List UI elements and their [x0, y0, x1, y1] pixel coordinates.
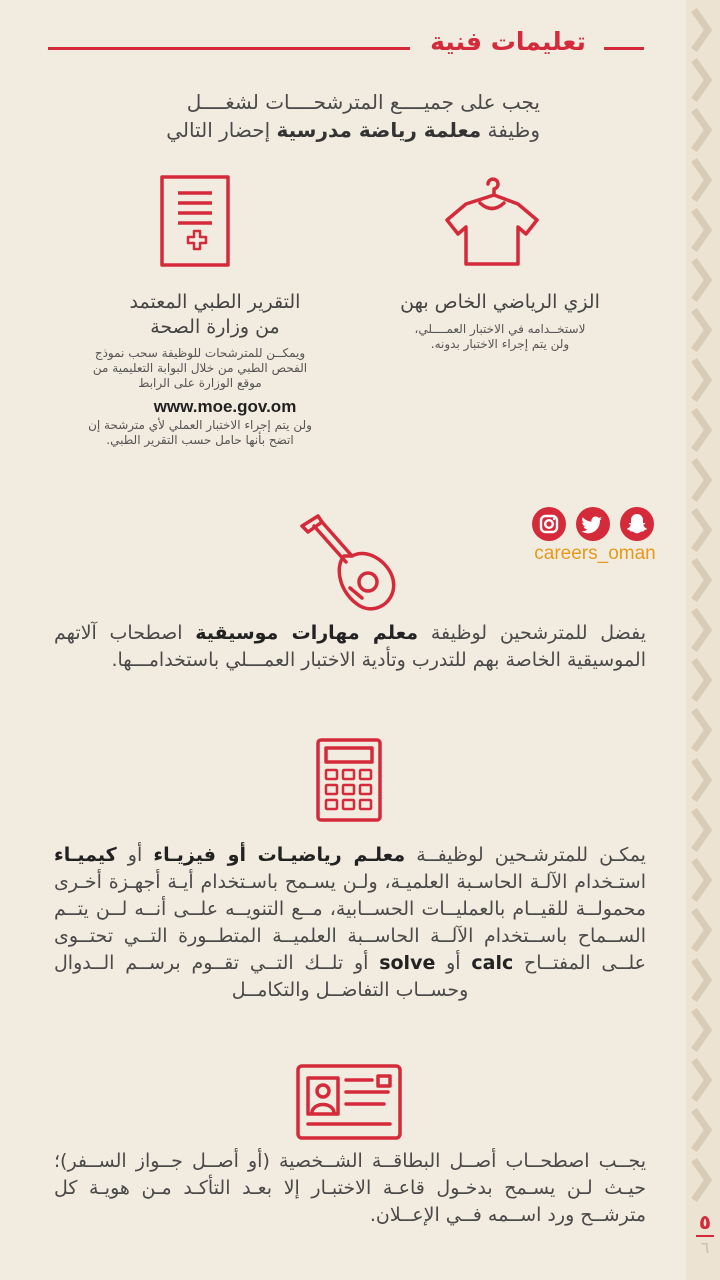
- id-card-icon: [296, 1064, 402, 1140]
- moe-website-link[interactable]: www.moe.gov.om: [153, 397, 297, 416]
- intro-line-2-bold: معلمة رياضة مدرسية: [276, 118, 482, 142]
- medical-title-2: من وزارة الصحة: [150, 316, 280, 338]
- header-rule-right: [604, 47, 644, 50]
- page-title: تعليمات فنية: [430, 27, 586, 56]
- sportswear-desc-2: ولن يتم إجراء الاختبار بدونه.: [430, 337, 570, 351]
- twitter-icon[interactable]: [576, 507, 610, 541]
- calculator-text-mid-2: أو: [435, 952, 472, 974]
- next-page-number: ٦: [700, 1238, 710, 1257]
- decorative-border: [686, 0, 720, 1280]
- medical-desc-4: ولن يتم إجراء الاختبار العملي لأي مترشحة إن: [88, 418, 312, 432]
- intro-line-2-post: إحضار التالي: [166, 118, 277, 142]
- header-rule-left: [48, 47, 410, 50]
- chevron-pattern-icon: [686, 0, 720, 1280]
- medical-desc-5: اتضح بأنها حامل حسب التقرير الطبي.: [106, 433, 294, 447]
- calculator-text-pre: يمكـن للمترشـحين لوظيفــة: [405, 844, 646, 866]
- intro-text: [140, 88, 540, 144]
- medical-title-1: التقرير الطبي المعتمد: [129, 291, 301, 313]
- calculator-text-body-1: استـخدام الآلـة الحاسـبة العلميـة، ولـن يسـمح باسـتخدام أيـة أجهـزة أخـرى محمولــة للقيــام بالعمليــات الحســابية، مــع التنويــه علــى أنــه لــن يتــم الســماح باســتخدام الآلــة الحاســبة العلميــة المتطــورة التــي تحتــوى علــى المفتــاح: [54, 871, 646, 974]
- shirt-on-hanger-icon: [444, 170, 540, 268]
- medical-desc-3: موقع الوزارة على الرابط: [138, 376, 262, 390]
- medical-desc-1: ويمكــن للمترشحات للوظيفة سحب نموذج: [94, 346, 306, 360]
- calculator-text-bold-1: معلـم رياضيـات أو فيزيـاء: [153, 844, 406, 866]
- intro-line-1: يجب على جميــــع المترشحــــات لشغــــل: [186, 90, 540, 114]
- calculator-text-bold-2: كيميـاء: [54, 844, 117, 866]
- snapchat-icon[interactable]: [620, 507, 654, 541]
- calculator-text-body-2: أو تلــك التــي تقــوم برســم الــدوال وحســاب التفاضــل والتكامــل: [54, 952, 469, 1001]
- music-text-pre: يفضل للمترشحين لوظيفة: [418, 622, 646, 644]
- oud-instrument-icon: [296, 512, 400, 614]
- music-text-post: اصطحاب آلاتهم الموسيقية الخاصة بهم للتدرب وتأدية الاختبار العمـــلي باستخدامـــها.: [54, 622, 646, 671]
- page-number-underline: [696, 1235, 714, 1237]
- medical-report-icon: [160, 175, 230, 267]
- calculator-paragraph: [54, 842, 646, 1004]
- intro-line-2-pre: وظيفة: [481, 118, 540, 142]
- social-handle[interactable]: careers_oman: [534, 543, 656, 564]
- page-number: ٥: [698, 1210, 712, 1234]
- idcard-paragraph: يجــب اصطحــاب أصــل البطاقــة الشــخصية (أو أصــل جــواز الســفر)؛ حيـث لـن يسـمح بدخـول قاعـة الاختبـار إلا بعـد التأكـد مـن هويـة كل مترشــح ورد اســمه فــي الإعــلان.: [54, 1150, 646, 1226]
- calculator-icon: [316, 738, 382, 822]
- calculator-text-mid-1: أو: [116, 844, 154, 866]
- medical-desc-2: الفحص الطبي من خلال البوابة التعليمية من: [92, 361, 308, 375]
- calculator-text-calc: calc: [471, 952, 514, 974]
- calculator-text-solve: solve: [379, 952, 436, 974]
- sportswear-title: الزي الرياضي الخاص بهن: [400, 291, 600, 313]
- music-paragraph: [54, 620, 646, 674]
- social-links: [530, 507, 660, 541]
- sportswear-desc-1: لاستخــدامه في الاختبار العمــــلي،: [414, 322, 586, 336]
- intro-line-2: [140, 116, 540, 144]
- music-text-bold: معلم مهارات موسيقية: [195, 622, 419, 644]
- instagram-icon[interactable]: [532, 507, 566, 541]
